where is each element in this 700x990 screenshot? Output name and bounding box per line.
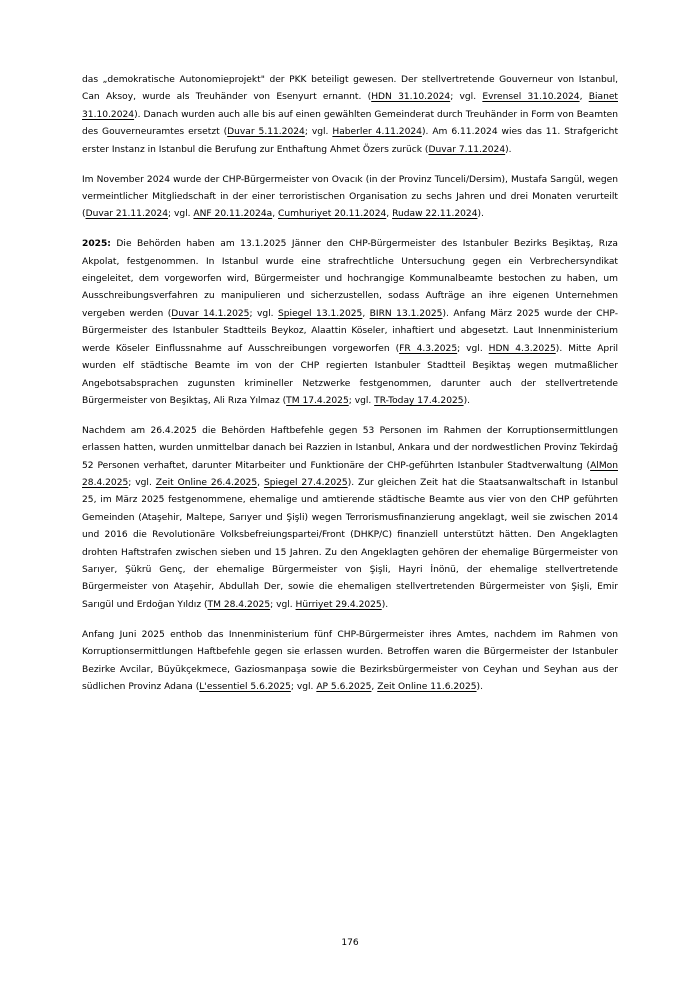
source-reference-link[interactable]: Spiegel 27.4.2025 — [263, 478, 348, 489]
text-run: ). — [463, 395, 471, 406]
source-reference-link[interactable]: Duvar 5.11.2024 — [227, 127, 305, 138]
paragraph — [82, 236, 618, 410]
document-body — [82, 72, 618, 696]
text-run: ; vgl. — [290, 682, 317, 692]
source-reference-link[interactable]: Haberler 4.11.2024 — [332, 127, 422, 138]
source-reference-link[interactable]: Zeit Online 26.4.2025 — [155, 478, 258, 489]
text-run: ; vgl. — [128, 478, 156, 489]
text-run: ). Anfang März 2025 wurde der CHP-Bürgermeister des Istanbuler Stadtteils Beykoz, Alaattin Köseler, inhaftiert und abgesetzt. Laut Innenministerium werde Köseler Einflussnahme auf Ausschreibungen vorgeworfen ( — [82, 308, 618, 354]
source-reference-link[interactable]: HDN 31.10.2024 — [371, 92, 451, 103]
page-number: 176 — [341, 938, 359, 948]
source-reference-link[interactable]: Zeit Online 11.6.2025 — [377, 682, 477, 692]
text-run: , — [272, 209, 278, 220]
year-heading: 2025: — [82, 239, 111, 250]
source-reference-link[interactable]: AP 5.6.2025 — [316, 682, 372, 692]
source-reference-link[interactable]: Duvar 21.11.2024 — [85, 209, 168, 220]
text-run: ; vgl. — [270, 599, 296, 610]
text-run: ; vgl. — [249, 308, 279, 319]
text-run: Anfang Juni 2025 enthob das Innenministerium fünf CHP-Bürgermeister ihres Amtes, nachdem im Rahmen von Korruptionsermittlungen Haftbefehle gegen sie erlassen wurden. Betroffen waren die Bürgermeister der Istanbuler Bezirke Avcilar, Büyükçekmece, Gaziosmanpaşa sowie die Bezirksbürgermeister von Ceyhan und Seyhan aus der südlichen Provinz Adana ( — [82, 629, 618, 692]
source-reference-link[interactable]: TM 28.4.2025 — [207, 599, 271, 610]
paragraph — [82, 172, 618, 224]
source-reference-link[interactable]: TM 17.4.2025 — [286, 395, 349, 406]
source-reference-link[interactable]: Duvar 7.11.2024 — [428, 144, 506, 155]
text-run: ; vgl. — [167, 209, 194, 220]
text-run: Im November 2024 wurde der CHP-Bürgermeister von Ovacık (in der Provinz Tunceli/Dersim), Mustafa Sarıgül, wegen vermeintlicher Mitgliedschaft in der einer terroristischen Organisation zu sechs Jahren und drei Monaten verurteilt ( — [82, 174, 618, 220]
paragraph — [82, 627, 618, 697]
source-reference-link[interactable]: BIRN 13.1.2025 — [369, 308, 443, 319]
text-run: ). — [476, 682, 483, 692]
text-run: , — [371, 682, 378, 692]
source-reference-link[interactable]: Cumhuriyet 20.11.2024 — [278, 209, 387, 220]
text-run: , — [579, 92, 589, 103]
source-reference-link[interactable]: Bianet 31.10.2024 — [82, 92, 618, 120]
text-run: ). — [505, 144, 512, 155]
text-run: ). — [381, 599, 389, 610]
text-run: ; vgl. — [304, 127, 333, 138]
source-reference-link[interactable]: FR 4.3.2025 — [399, 343, 458, 354]
text-run: Nachdem am 26.4.2025 die Behörden Haftbefehle gegen 53 Personen im Rahmen der Korruptionsermittlungen erlassen hatten, wurden unmittelbar danach bei Razzien in Istanbul, Ankara und der nordwestlichen Provinz Tekirdağ 52 Personen verhaftet, darunter Mitarbeiter und Funktionäre der CHP-geführten Istanbuler Stadtverwaltung ( — [82, 425, 618, 471]
source-reference-link[interactable]: AlMon 28.4.2025 — [82, 460, 618, 489]
text-run: ). Danach wurden auch alle bis auf einen gewählten Gemeinderat durch Treuhänder in Form von Beamten des Gouverneuramtes ersetzt ( — [82, 109, 618, 138]
source-reference-link[interactable]: Duvar 14.1.2025 — [171, 308, 250, 319]
text-run: ). Am 6.11.2024 wies das 11. Strafgericht erster Instanz in Istanbul die Berufung zur Enthaftung Ahmet Özers zurück ( — [82, 127, 619, 155]
text-run: ). Mitte April wurden elf städtische Beamte im von der CHP regierten Istanbuler Stadtteil Beşiktaş wegen mutmaßlicher Angebotsabsprachen zugunsten krimineller Netzwerke festgenommen, darunter auch der stellvertretende Bürgermeister von Beşiktaş, Ali Rıza Yılmaz ( — [82, 343, 618, 406]
source-reference-link[interactable]: Rudaw 22.11.2024 — [392, 209, 478, 220]
text-run: ; vgl. — [450, 92, 483, 103]
source-reference-link[interactable]: HDN 4.3.2025 — [488, 343, 556, 354]
source-reference-link[interactable]: ANF 20.11.2024a — [193, 209, 273, 220]
source-reference-link[interactable]: Spiegel 13.1.2025 — [278, 308, 363, 319]
text-run: ). — [477, 209, 484, 220]
source-reference-link[interactable]: Hürriyet 29.4.2025 — [295, 599, 382, 610]
source-reference-link[interactable]: TR-Today 17.4.2025 — [374, 395, 464, 406]
paragraph — [82, 72, 618, 159]
source-reference-link[interactable]: Evrensel 31.10.2024 — [482, 92, 580, 103]
text-run: , — [386, 209, 393, 220]
text-run: , — [257, 478, 264, 489]
text-run: , — [362, 308, 370, 319]
text-run: ; vgl. — [457, 343, 489, 354]
text-run: das „demokratische Autonomieprojekt" der PKK beteiligt gewesen. Der stellvertretende Gouverneur von Istanbul, Can Aksoy, wurde als Treuhänder von Esenyurt ernannt. ( — [82, 75, 618, 103]
text-run: ). Zur gleichen Zeit hat die Staatsanwaltschaft in Istanbul 25, im März 2025 festgenommene, ehemalige und amtierende städtische Beamte aus vier von den CHP geführten Gemeinden (Ataşehir, Maltepe, Sarıyer und Şişli) wegen Terrorismusfinanzierung angeklagt, weil sie zwischen 2014 und 2016 die Revolutionäre Volksbefreiungspartei/Front (DHKP/C) finanziell unterstützt hätten. Den Angeklagten drohten Haftstrafen zwischen sieben und 15 Jahren. Zu den Angeklagten gehören der ehemalige Bürgermeister von Sarıyer, Şükrü Genç, der ehemalige Bürgermeister von Şişli, Hayri İnönü, der ehemalige stellvertretende Bürgermeister von Ataşehir, Abdullah Der, sowie die ehemaligen stellvertretenden Bürgermeister von Şişli, Emir Sarıgül und Erdoğan Yıldız ( — [82, 478, 619, 610]
text-run: ; vgl. — [348, 395, 375, 406]
source-reference-link[interactable]: L'essentiel 5.6.2025 — [199, 682, 291, 692]
paragraph — [82, 423, 618, 614]
text-run: Die Behörden haben am 13.1.2025 Jänner den CHP-Bürgermeister des Istanbuler Bezirks Beşiktaş, Rıza Akpolat, festgenommen. In Istanbul wurde eine strafrechtliche Untersuchung gegen ein Verbrechersyndikat eingeleitet, dem vorgeworfen wird, Bürgermeister und hochrangige Kommunalbeamte bestochen zu haben, um Ausschreibungsverfahren zu manipulieren und sicherzustellen, sodass Aufträge an ihre eigenen Unternehmen vergeben werden ( — [82, 239, 618, 319]
